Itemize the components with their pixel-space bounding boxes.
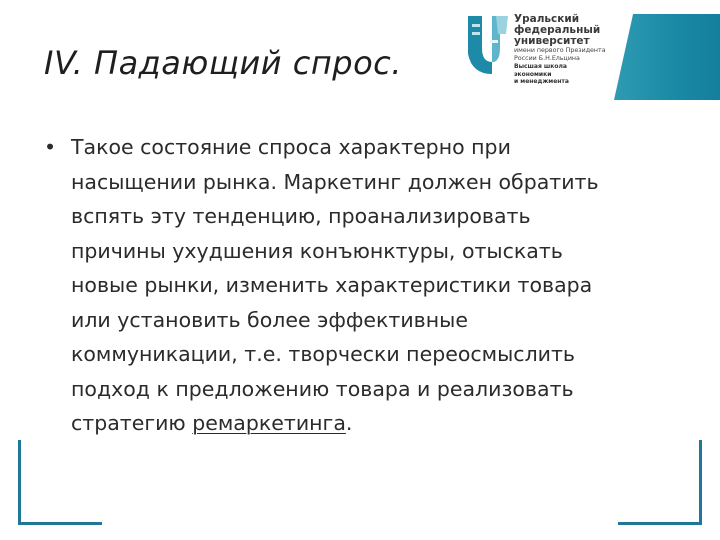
- slide-title: IV. Падающий спрос.: [44, 44, 402, 82]
- body-line: или установить более эффективные: [71, 307, 468, 332]
- logo-dedication-line: России Б.Н.Ельцина: [514, 54, 580, 62]
- remarketing-link[interactable]: ремаркетинга: [192, 411, 346, 435]
- body-line-suffix: .: [345, 411, 353, 435]
- frame-bracket-right-vertical: [699, 440, 702, 525]
- bullet-marker: •: [44, 135, 57, 159]
- logo-school-line: и менеджмента: [514, 78, 569, 85]
- body-line: подход к предложению товара и реализовать: [71, 376, 574, 401]
- bullet-text: [71, 130, 694, 441]
- body-line: вспять эту тенденцию, проанализировать: [71, 204, 531, 228]
- body-line-last: [71, 406, 694, 441]
- body-line: новые рынки, изменить характеристики товара: [71, 273, 593, 297]
- logo-school-line: экономики: [514, 70, 552, 78]
- frame-bracket-left-horizontal: [18, 522, 102, 525]
- urfu-u-logo-icon: [466, 14, 510, 76]
- logo-school-line: Высшая школа: [514, 63, 567, 71]
- logo-name-line: Уральский: [514, 13, 580, 25]
- logo-text: [514, 14, 624, 85]
- bullet-item: [44, 130, 694, 441]
- university-logo: [466, 14, 720, 100]
- frame-bracket-left-vertical: [18, 440, 21, 525]
- logo-accent-panel: [614, 14, 720, 100]
- body-line: Такое состояние спроса характерно при: [71, 135, 511, 159]
- logo-dedication-line: имени первого Президента: [514, 47, 606, 54]
- logo-name-line: федеральный: [514, 24, 601, 36]
- frame-bracket-right-horizontal: [618, 522, 702, 525]
- logo-name-line: университет: [514, 35, 590, 47]
- body-line: причины ухудшения конъюнктуры, отыскать: [71, 238, 563, 263]
- body-line: насыщении рынка. Маркетинг должен обратить: [71, 169, 599, 194]
- body-line: коммуникации, т.е. творчески переосмыслить: [71, 342, 576, 366]
- body-line-prefix: стратегию: [71, 411, 193, 435]
